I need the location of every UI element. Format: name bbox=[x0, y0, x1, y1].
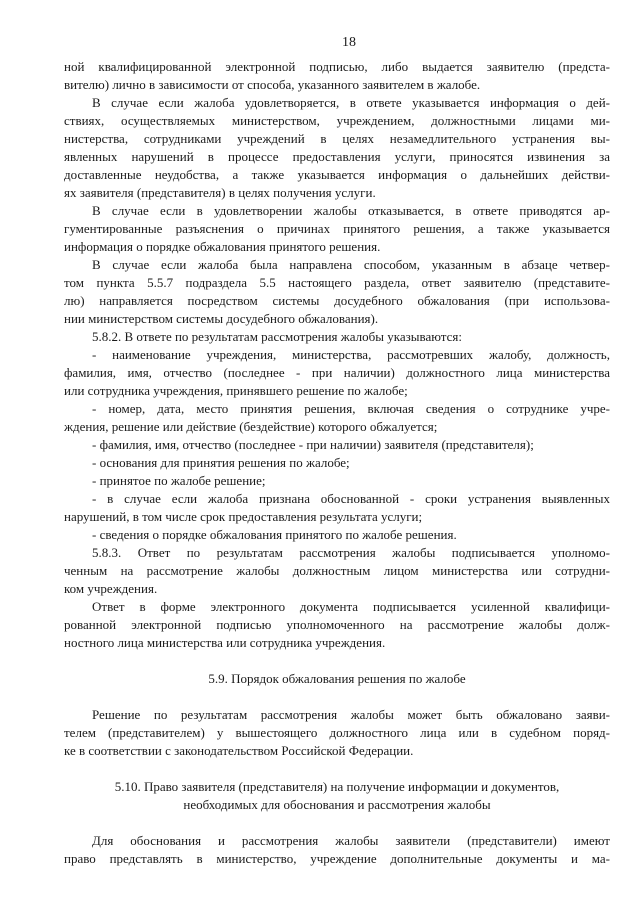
text-line: - основания для принятия решения по жалобе; bbox=[92, 455, 350, 470]
text-line: ностного лица министерства или сотрудника учреждения. bbox=[64, 635, 386, 650]
text-line: ждения, решение или действие (бездействие) которого обжалуется; bbox=[64, 419, 438, 434]
document-page bbox=[64, 34, 610, 868]
text-line: лю) направляется посредством системы досудебного обжалования (при использова- bbox=[64, 293, 610, 308]
text-line: фамилия, имя, отчество (последнее - при наличии) должностного лица министерства bbox=[64, 365, 610, 380]
text-line: ком учреждения. bbox=[64, 581, 158, 596]
text-line: - наименование учреждения, министерства, рассмотревших жалобу, должность, bbox=[92, 347, 610, 362]
section-heading-5-10 bbox=[64, 778, 610, 814]
text-line: рованной электронной подписью уполномоченного на рассмотрение жалобы долж- bbox=[64, 617, 610, 632]
body-block-1 bbox=[64, 58, 610, 652]
text-line: - фамилия, имя, отчество (последнее - при наличии) заявителя (представителя); bbox=[92, 437, 534, 452]
text-line: Решение по результатам рассмотрения жалобы может быть обжаловано заяви- bbox=[92, 707, 610, 722]
text-line: доставленные неудобства, а также указывается информация о дальнейших действи- bbox=[64, 167, 610, 182]
text-line: нарушений, в том числе срок предоставления результата услуги; bbox=[64, 509, 423, 524]
section-heading-5-10-line-1: 5.10. Право заявителя (представителя) на получение информации и документов, bbox=[114, 779, 560, 794]
text-line: гументированные разъяснения о причинах принятого решения, а также указывается bbox=[64, 221, 610, 236]
text-line: ствиях, осуществляемых министерством, учреждением, должностными лицами ми- bbox=[64, 113, 610, 128]
body-block-2 bbox=[64, 706, 610, 760]
text-line: нистерства, сотрудниками учреждений в целях незамедлительного устранения вы- bbox=[64, 131, 610, 146]
text-line: ке в соответствии с законодательством Российской Федерации. bbox=[64, 743, 414, 758]
section-heading-5-9: 5.9. Порядок обжалования решения по жалобе bbox=[208, 671, 466, 686]
text-line: 5.8.2. В ответе по результатам рассмотрения жалобы указываются: bbox=[92, 329, 462, 344]
body-block-3 bbox=[64, 832, 610, 868]
text-line: вителю) лично в зависимости от способа, указанного заявителем в жалобе. bbox=[64, 77, 481, 92]
text-line: В случае если жалоба удовлетворяется, в ответе указывается информация о дей- bbox=[92, 95, 610, 110]
text-line: Ответ в форме электронного документа подписывается усиленной квалифици- bbox=[92, 599, 610, 614]
text-line: - в случае если жалоба признана обоснованной - сроки устранения выявленных bbox=[92, 491, 610, 506]
text-line: - номер, дата, место принятия решения, включая сведения о сотруднике учре- bbox=[92, 401, 610, 416]
text-line: нии министерством системы досудебного обжалования). bbox=[64, 311, 379, 326]
text-line: - принятое по жалобе решение; bbox=[92, 473, 266, 488]
text-line: - сведения о порядке обжалования принятого по жалобе решения. bbox=[92, 527, 457, 542]
text-line: 5.8.3. Ответ по результатам рассмотрения жалобы подписывается уполномо- bbox=[92, 545, 610, 560]
text-line: телем (представителем) у вышестоящего должностного лица или в судебном поряд- bbox=[64, 725, 610, 740]
text-line: Для обоснования и рассмотрения жалобы заявители (представители) имеют bbox=[92, 833, 610, 848]
text-line: В случае если жалоба была направлена способом, указанным в абзаце четвер- bbox=[92, 257, 610, 272]
page-number: 18 bbox=[342, 35, 356, 50]
text-line: информация о порядке обжалования принятого решения. bbox=[64, 239, 381, 254]
text-line: право представлять в министерство, учреждение дополнительные документы и ма- bbox=[64, 851, 610, 866]
text-line: ной квалифицированной электронной подписью, либо выдается заявителю (предста- bbox=[64, 59, 610, 74]
section-heading-5-10-line-2: необходимых для обоснования и рассмотрения жалобы bbox=[183, 797, 491, 812]
text-line: явленных нарушений в процессе предоставления услуги, приносятся извинения за bbox=[64, 149, 610, 164]
text-line: том пункта 5.5.7 подраздела 5.5 настоящего раздела, ответ заявителю (представите- bbox=[64, 275, 610, 290]
text-line: ченным на рассмотрение жалобы должностным лицом министерства или сотрудни- bbox=[64, 563, 610, 578]
text-line: или сотрудника учреждения, принявшего решение по жалобе; bbox=[64, 383, 408, 398]
text-line: ях заявителя (представителя) в целях получения услуги. bbox=[64, 185, 376, 200]
text-line: В случае если в удовлетворении жалобы отказывается, в ответе приводятся ар- bbox=[92, 203, 610, 218]
